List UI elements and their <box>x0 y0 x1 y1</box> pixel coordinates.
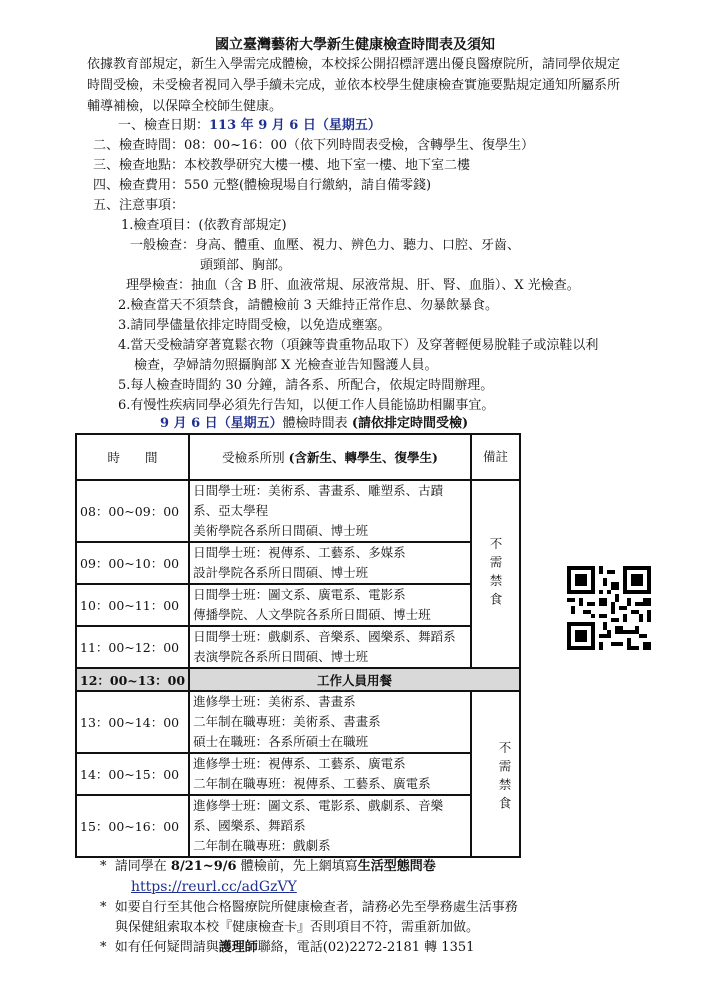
item-time: 二、檢查時間：08：00~16：00（依下列時間表受檢，含轉學生、復學生） <box>93 138 535 153</box>
row-time: 14：00~15：00 <box>76 753 189 795</box>
row-depts <box>189 795 471 857</box>
footer-1-date: 8/21~9/6 <box>170 859 237 874</box>
row-dept-line: 日間學士班：美術系、書畫系、雕塑系、古蹟系、亞太學程 <box>193 483 444 518</box>
table-row <box>76 795 520 857</box>
row-depts <box>189 542 471 584</box>
footer-bullet: * <box>100 940 107 955</box>
note-1: 1.檢查項目：(依教育部規定) <box>121 218 287 233</box>
row-depts <box>189 753 471 795</box>
footer-3-post: 聯絡，電話(02)2272-2181 轉 1351 <box>257 940 475 955</box>
row-dept-line: 美術學院各系所日間碩、博士班 <box>193 523 369 538</box>
note-5: 5.每人檢查時間約 30 分鐘，請各系、所配合，依規定時間辦理。 <box>118 378 494 393</box>
item-date-label: 一、檢查日期： <box>118 118 210 133</box>
row-dept-line: 日間學士班：視傳系、工藝系、多媒系 <box>193 545 406 560</box>
footer-line-3 <box>100 938 474 958</box>
row-time: 13：00~14：00 <box>76 691 189 753</box>
schedule-caption-tail: (請依排定時間受檢) <box>351 416 469 431</box>
row-time: 08：00~09：00 <box>76 480 189 542</box>
note-3: 3.請同學儘量依排定時間受檢，以免造成壅塞。 <box>118 318 391 333</box>
row-time: 09：00~10：00 <box>76 542 189 584</box>
header-dept-label: 受檢系所別 <box>222 450 285 465</box>
table-row <box>76 753 520 795</box>
schedule-caption-date: 9 月 6 日（星期五） <box>160 416 283 431</box>
row-depts <box>189 691 471 753</box>
footer-3-nurse: 護理師 <box>218 940 258 955</box>
row-dept-line: 碩士在職班：各系所碩士在職班 <box>193 734 369 749</box>
table-row <box>76 691 520 753</box>
row-time: 15：00~16：00 <box>76 795 189 857</box>
row-dept-line: 傳播學院、人文學院各系所日間碩、博士班 <box>193 607 431 622</box>
item-place: 三、檢查地點：本校教學研究大樓一樓、地下室一樓、地下室二樓 <box>93 158 471 173</box>
intro-paragraph: 依據教育部規定，新生入學需完成體檢，本校採公開招標評選出優良醫療院所，請同學依規定時間受檢，未受檢者視同入學手續未完成，並依本校學生健康檢查實施要點規定通知所屬系所輔導補檢，以保障全校師生健康。 <box>87 57 621 114</box>
note-4-cont: 檢查，孕婦請勿照攝胸部 X 光檢查並告知醫護人員。 <box>134 358 438 373</box>
row-dept-line: 日間學士班：圖文系、廣電系、電影系 <box>193 587 406 602</box>
table-row <box>76 480 520 542</box>
row-dept-line: 二年制在職專班：視傳系、工藝系、廣電系 <box>193 776 431 791</box>
row-depts <box>189 480 471 542</box>
page-title: 國立臺灣藝術大學新生健康檢查時間表及須知 <box>215 37 495 53</box>
row-depts <box>189 626 471 668</box>
row-dept-line: 進修學士班：美術系、書畫系 <box>193 694 356 709</box>
header-dept-note: (含新生、轉學生、復學生) <box>288 450 438 465</box>
note-1-general: 一般檢查：身高、體重、血壓、視力、辨色力、聽力、口腔、牙齒、 <box>130 238 521 253</box>
row-dept-line: 進修學士班：圖文系、電影系、戲劇系、音樂系、國樂系、舞蹈系 <box>193 798 444 833</box>
row-depts <box>189 584 471 626</box>
footer-2-cont: 與保健組索取本校『健康檢查卡』否則項目不符，需重新加做。 <box>115 920 480 935</box>
footer-1-mid: 體檢前，先上網填寫 <box>240 859 358 874</box>
footer-1-pre: 請同學在 <box>114 859 167 874</box>
header-dept <box>189 434 471 480</box>
item-date <box>118 116 381 136</box>
footer-1-form: 生活型態問卷 <box>357 859 436 874</box>
row-dept-line: 二年制在職專班：美術系、書畫系 <box>193 714 381 729</box>
table-row <box>76 626 520 668</box>
schedule-table <box>75 433 521 858</box>
row-dept-line: 設計學院各系所日間碩、博士班 <box>193 565 369 580</box>
row-dept-line: 進修學士班：視傳系、工藝系、廣電系 <box>193 756 406 771</box>
remark-cell: 不需禁食 <box>471 480 520 668</box>
header-time: 時 間 <box>76 434 189 480</box>
footer-line-1 <box>100 857 436 877</box>
table-row <box>76 542 520 584</box>
qr-code-icon <box>567 566 651 650</box>
schedule-caption-mid: 體檢時間表 <box>282 416 348 431</box>
lunch-time: 12：00~13：00 <box>76 668 189 691</box>
footer-bullet: * <box>100 900 107 915</box>
footer-line-2 <box>100 898 518 918</box>
questionnaire-link[interactable]: https://reurl.cc/adGzVY <box>131 879 297 895</box>
row-time: 10：00~11：00 <box>76 584 189 626</box>
note-4: 4.當天受檢請穿著寬鬆衣物（項鍊等貴重物品取下）及穿著輕便易脫鞋子或涼鞋以利 <box>118 338 599 353</box>
lunch-row <box>76 668 520 691</box>
footer-2: 如要自行至其他合格醫療院所健康檢查者，請務必先至學務處生活事務 <box>114 900 518 915</box>
item-fee: 四、檢查費用：550 元整(體檢現場自行繳納，請自備零錢) <box>93 178 432 193</box>
note-1-general-cont: 頭頸部、胸部。 <box>200 258 292 273</box>
footer-bullet: * <box>100 859 107 874</box>
table-row <box>76 584 520 626</box>
row-dept-line: 表演學院各系所日間碩、博士班 <box>193 649 369 664</box>
schedule-caption <box>160 414 468 434</box>
remark-cell: 不需禁食 <box>471 691 520 857</box>
footer-3-pre: 如有任何疑問請與 <box>114 940 219 955</box>
note-1-lab: 理學檢查：抽血（含 B 肝、血液常規、尿液常規、肝、腎、血脂）、X 光檢查。 <box>126 278 580 293</box>
row-time: 11：00~12：00 <box>76 626 189 668</box>
lunch-label: 工作人員用餐 <box>189 668 520 691</box>
item-date-value: 113 年 9 月 6 日（星期五） <box>209 118 381 133</box>
header-remark: 備註 <box>471 434 520 480</box>
item-notes-header: 五、注意事項： <box>93 198 185 213</box>
note-6: 6.有慢性疾病同學必須先行告知，以便工作人員能協助相關事宜。 <box>118 398 495 413</box>
row-dept-line: 日間學士班：戲劇系、音樂系、國樂系、舞蹈系 <box>193 629 456 644</box>
row-dept-line: 二年制在職專班：戲劇系 <box>193 838 331 853</box>
schedule-header-row <box>76 434 520 480</box>
note-2: 2.檢查當天不須禁食，請體檢前 3 天維持正常作息、勿暴飲暴食。 <box>118 298 498 313</box>
